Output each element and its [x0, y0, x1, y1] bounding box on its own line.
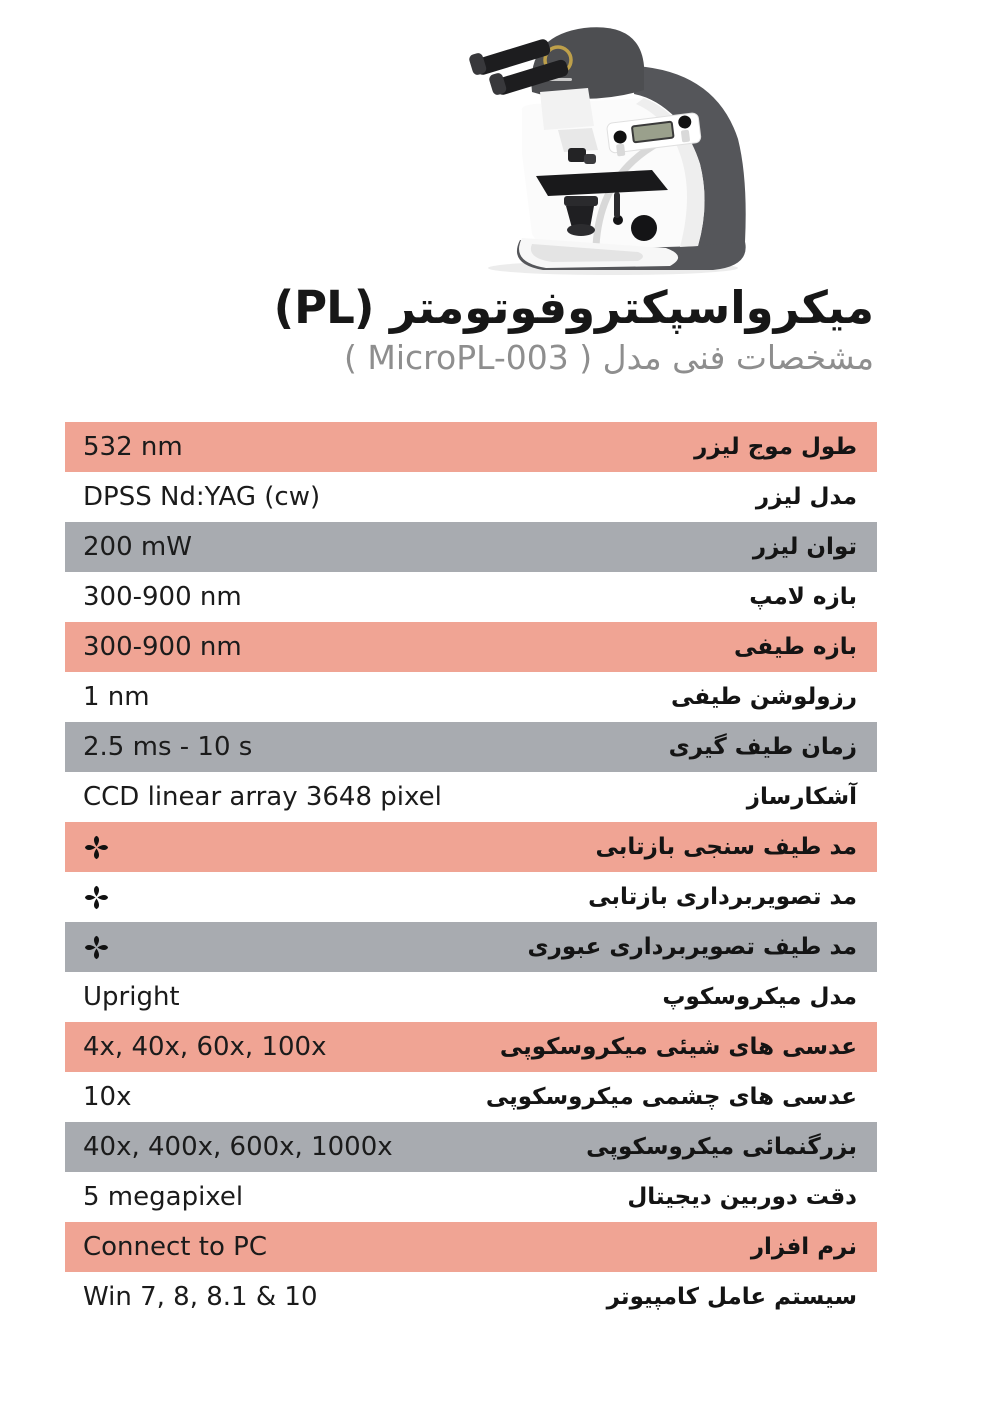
spec-row-microscope-model	[65, 972, 877, 1022]
spec-value: Upright	[83, 982, 180, 1012]
spec-label: مد طیف سنجی بازتابی	[595, 834, 857, 860]
spec-label: دقت دوربین دیجیتال	[627, 1184, 857, 1210]
spec-row-software	[65, 1222, 877, 1272]
spec-value: 5 megapixel	[83, 1182, 244, 1212]
spec-value	[65, 884, 110, 911]
spec-row-operating-system	[65, 1272, 877, 1322]
four-petal-asterisk-icon	[83, 884, 110, 911]
spec-label: مدل میکروسکوپ	[662, 984, 857, 1010]
spec-label: مد طیف تصویربرداری عبوری	[527, 934, 857, 960]
spec-label: طول موج لیزر	[694, 434, 857, 460]
spec-label: توان لیزر	[752, 534, 857, 560]
spec-label: بازه طیفی	[734, 634, 857, 660]
spec-table	[65, 422, 877, 1322]
page-title: میکرواسپکتروفوتومتر (PL)	[273, 281, 874, 334]
spec-label: بزرگنمائی میکروسکوپی	[586, 1134, 857, 1160]
spec-value: 40x, 400x, 600x, 1000x	[83, 1132, 393, 1162]
spec-label: نرم افزار	[750, 1234, 857, 1260]
four-petal-asterisk-icon	[83, 934, 110, 961]
spec-row-laser-model	[65, 472, 877, 522]
spec-row-laser-wavelength	[65, 422, 877, 472]
focus-knob	[631, 215, 657, 241]
spec-label: مد تصویربرداری بازتابی	[588, 884, 857, 910]
page-subtitle: مشخصات فنی مدل ( MicroPL-003 )	[344, 337, 874, 377]
spec-value	[65, 934, 110, 961]
spec-value: 200 mW	[83, 532, 192, 562]
header	[274, 282, 874, 377]
spec-value: 1 nm	[83, 682, 150, 712]
spec-label: رزولوشن طیفی	[670, 684, 857, 710]
spec-row-lamp-range	[65, 572, 877, 622]
spec-value: Connect to PC	[83, 1232, 267, 1262]
spec-row-reflective-spectroscopy-mode	[65, 822, 877, 872]
spec-label: سیستم عامل کامپیوتر	[606, 1284, 857, 1310]
spec-label: بازه لامپ	[749, 584, 857, 610]
spec-row-acquisition-time	[65, 722, 877, 772]
spec-row-detector	[65, 772, 877, 822]
spec-row-reflective-imaging-mode	[65, 872, 877, 922]
four-petal-asterisk-icon	[83, 834, 110, 861]
spec-row-spectral-range	[65, 622, 877, 672]
spec-value: 300-900 nm	[83, 582, 242, 612]
spec-value: 4x, 40x, 60x, 100x	[83, 1032, 327, 1062]
spec-label: زمان طیف گیری	[668, 734, 857, 760]
spec-row-objective-lenses	[65, 1022, 877, 1072]
spec-label: عدسی های چشمی میکروسکوپی	[485, 1084, 857, 1110]
spec-value: 532 nm	[83, 432, 183, 462]
spec-label: آشکارساز	[746, 784, 857, 810]
spec-row-camera-resolution	[65, 1172, 877, 1222]
spec-row-magnification	[65, 1122, 877, 1172]
spec-row-transmission-imaging-mode	[65, 922, 877, 972]
spec-row-laser-power	[65, 522, 877, 572]
spec-value: DPSS Nd:YAG (cw)	[83, 482, 321, 512]
spec-value	[65, 834, 110, 861]
microscope-illustration	[448, 14, 766, 276]
spec-row-spectral-resolution	[65, 672, 877, 722]
spec-label: مدل لیزر	[755, 484, 857, 510]
spec-label: عدسی های شیئی میکروسکوپی	[499, 1034, 857, 1060]
spec-value: Win 7, 8, 8.1 & 10	[83, 1282, 318, 1312]
spec-value: 300-900 nm	[83, 632, 242, 662]
spec-value: 10x	[83, 1082, 132, 1112]
spec-value: 2.5 ms - 10 s	[83, 732, 253, 762]
microscope-image	[448, 14, 766, 276]
spec-row-eyepiece-lenses	[65, 1072, 877, 1122]
spec-value: CCD linear array 3648 pixel	[83, 782, 442, 812]
